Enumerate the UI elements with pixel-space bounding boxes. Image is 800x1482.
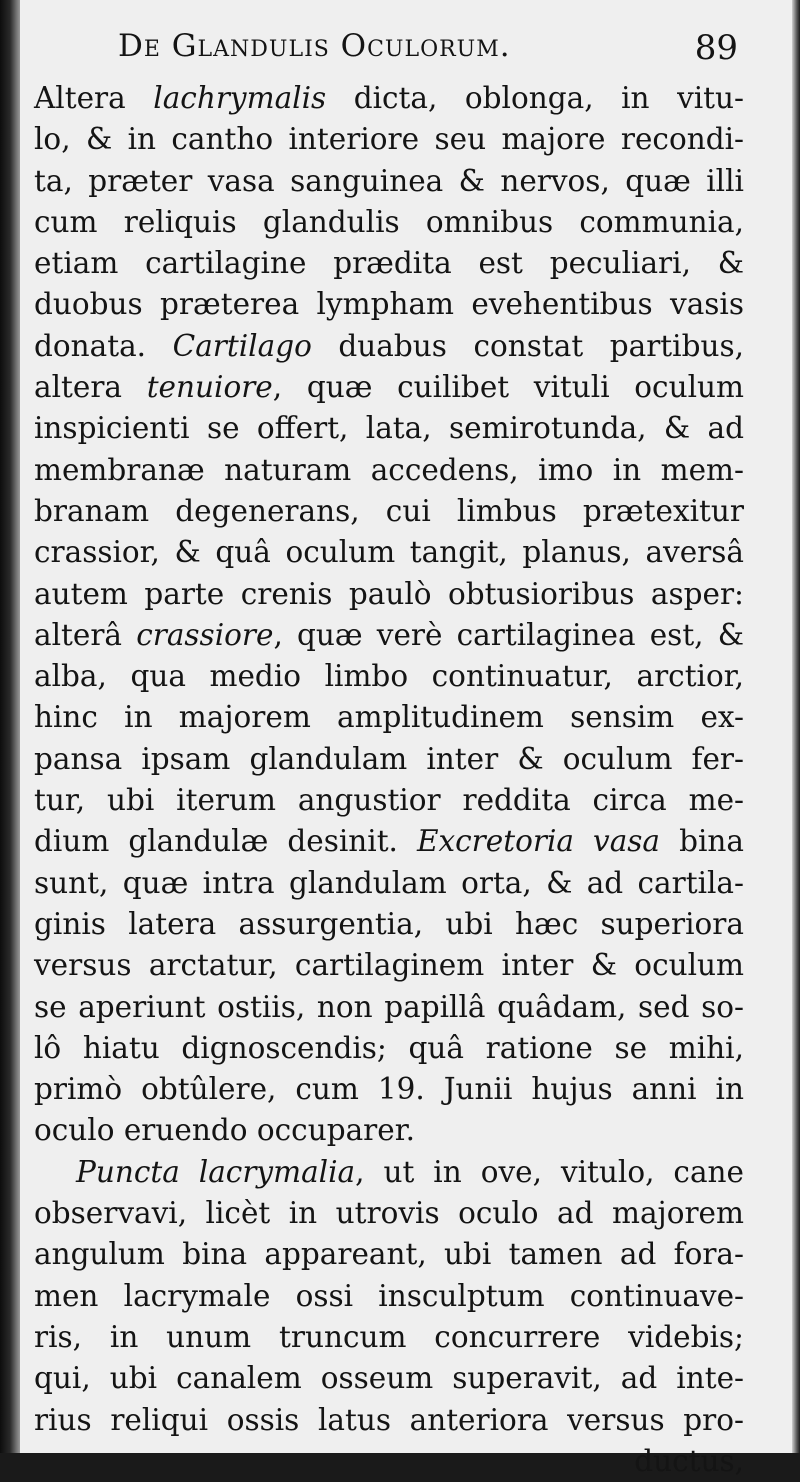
text-segment: lô hiatu dignoscendis; quâ ratione se mihi, (34, 1030, 744, 1065)
text-line (34, 987, 744, 1028)
text-line (34, 532, 744, 573)
text-line (34, 243, 744, 284)
text-segment: duobus præterea lympham evehentibus vasis (34, 287, 744, 322)
text-line (34, 491, 744, 532)
running-title: De Glandulis Oculorum. (118, 28, 511, 64)
text-segment: ginis latera assurgentia, ubi hæc superiora (34, 906, 744, 941)
text-segment: crassior, & quâ oculum tangit, planus, aversâ (34, 535, 744, 570)
text-line (34, 408, 744, 449)
text-line (34, 326, 744, 367)
text-line (34, 574, 744, 615)
text-segment: rius reliqui ossis latus anteriora versus pro- (34, 1402, 744, 1437)
text-segment: lo, & in cantho interiore seu majore recondi- (34, 122, 744, 157)
text-segment: angulum bina appareant, ubi tamen ad fora- (34, 1237, 744, 1272)
text-segment: bina (660, 824, 744, 859)
text-line (34, 1400, 744, 1441)
text-segment: versus arctatur, cartilaginem inter & oculum (34, 948, 744, 983)
text-segment: alterâ (34, 617, 137, 652)
text-segment: ductus, (634, 1443, 744, 1478)
text-segment: tur, ubi iterum angustior reddita circa me- (34, 783, 744, 818)
text-line (34, 1317, 744, 1358)
text-segment: inspicienti se offert, lata, semirotunda, & ad (34, 411, 744, 446)
text-line (34, 202, 744, 243)
text-line (34, 450, 744, 491)
text-line (34, 821, 744, 862)
text-line (34, 739, 744, 780)
text-line (34, 119, 744, 160)
text-segment: ris, in unum truncum concurrere videbis; (34, 1319, 744, 1354)
text-line (34, 863, 744, 904)
text-segment: observavi, licèt in utrovis oculo ad majorem (34, 1196, 744, 1231)
text-line (34, 367, 744, 408)
text-line (34, 1110, 744, 1151)
italic-term: lachrymalis (153, 81, 327, 115)
text-body (34, 78, 744, 1482)
text-line (34, 780, 744, 821)
text-segment: , quæ cuilibet vituli oculum (272, 370, 744, 405)
text-line (34, 615, 744, 656)
text-line (34, 1152, 744, 1193)
text-segment: , ut in ove, vitulo, cane (355, 1154, 744, 1189)
italic-term: Puncta lacrymalia (76, 1154, 356, 1189)
text-line (34, 904, 744, 945)
text-segment: cum reliquis glandulis omnibus communia, (34, 204, 744, 239)
text-segment: etiam cartilagine prædita est peculiari, & (34, 246, 744, 281)
text-line (34, 697, 744, 738)
text-line (34, 656, 744, 697)
text-segment: membranæ naturam accedens, imo in mem- (34, 452, 744, 487)
text-line (34, 1069, 744, 1110)
text-segment: men lacrymale ossi insculptum continuave- (34, 1278, 744, 1313)
text-segment: branam degenerans, cui limbus prætexitur (34, 493, 744, 528)
page-number: 89 (694, 28, 738, 68)
text-line (34, 78, 744, 119)
text-line (34, 284, 744, 325)
text-line (34, 945, 744, 986)
page-header (118, 28, 738, 68)
text-segment: primò obtûlere, cum 19. Junii hujus anni in (34, 1072, 744, 1107)
text-line (34, 1441, 744, 1482)
text-segment: autem parte crenis paulò obtusioribus asper: (34, 576, 744, 611)
text-segment: pansa ipsam glandulam inter & oculum fer- (34, 741, 744, 776)
text-line (34, 1358, 744, 1399)
text-segment: dium glandulæ desinit. (34, 824, 417, 859)
text-segment: ta, præter vasa sanguinea & nervos, quæ illi (34, 163, 744, 198)
italic-term: tenuiore (146, 370, 273, 405)
text-line (34, 1193, 744, 1234)
text-line (34, 1028, 744, 1069)
text-line (34, 1276, 744, 1317)
text-segment: dicta, oblonga, in vitu- (326, 81, 744, 115)
text-segment: , quæ verè cartilaginea est, & (273, 617, 744, 652)
text-line (34, 161, 744, 202)
italic-term: Excretoria vasa (416, 824, 661, 859)
text-segment: donata. (34, 328, 173, 363)
text-segment: sunt, quæ intra glandulam orta, & ad cartila- (34, 865, 744, 900)
text-segment: alba, qua medio limbo continuatur, arctior, (34, 659, 744, 694)
page-edge-shadow-right (792, 0, 800, 1453)
italic-term: Cartilago (172, 328, 312, 363)
text-segment: duabus constat partibus, (311, 328, 744, 363)
text-segment: oculo eruendo occuparer. (34, 1113, 415, 1148)
text-segment: Altera (34, 81, 154, 115)
text-segment: hinc in majorem amplitudinem sensim ex- (34, 700, 744, 735)
italic-term: crassiore (136, 617, 274, 652)
text-segment: qui, ubi canalem osseum superavit, ad inte- (34, 1361, 744, 1396)
page-edge-shadow-left (0, 0, 20, 1453)
text-segment: altera (34, 370, 147, 405)
text-line (34, 1234, 744, 1275)
text-segment: se aperiunt ostiis, non papillâ quâdam, sed so- (34, 989, 744, 1024)
